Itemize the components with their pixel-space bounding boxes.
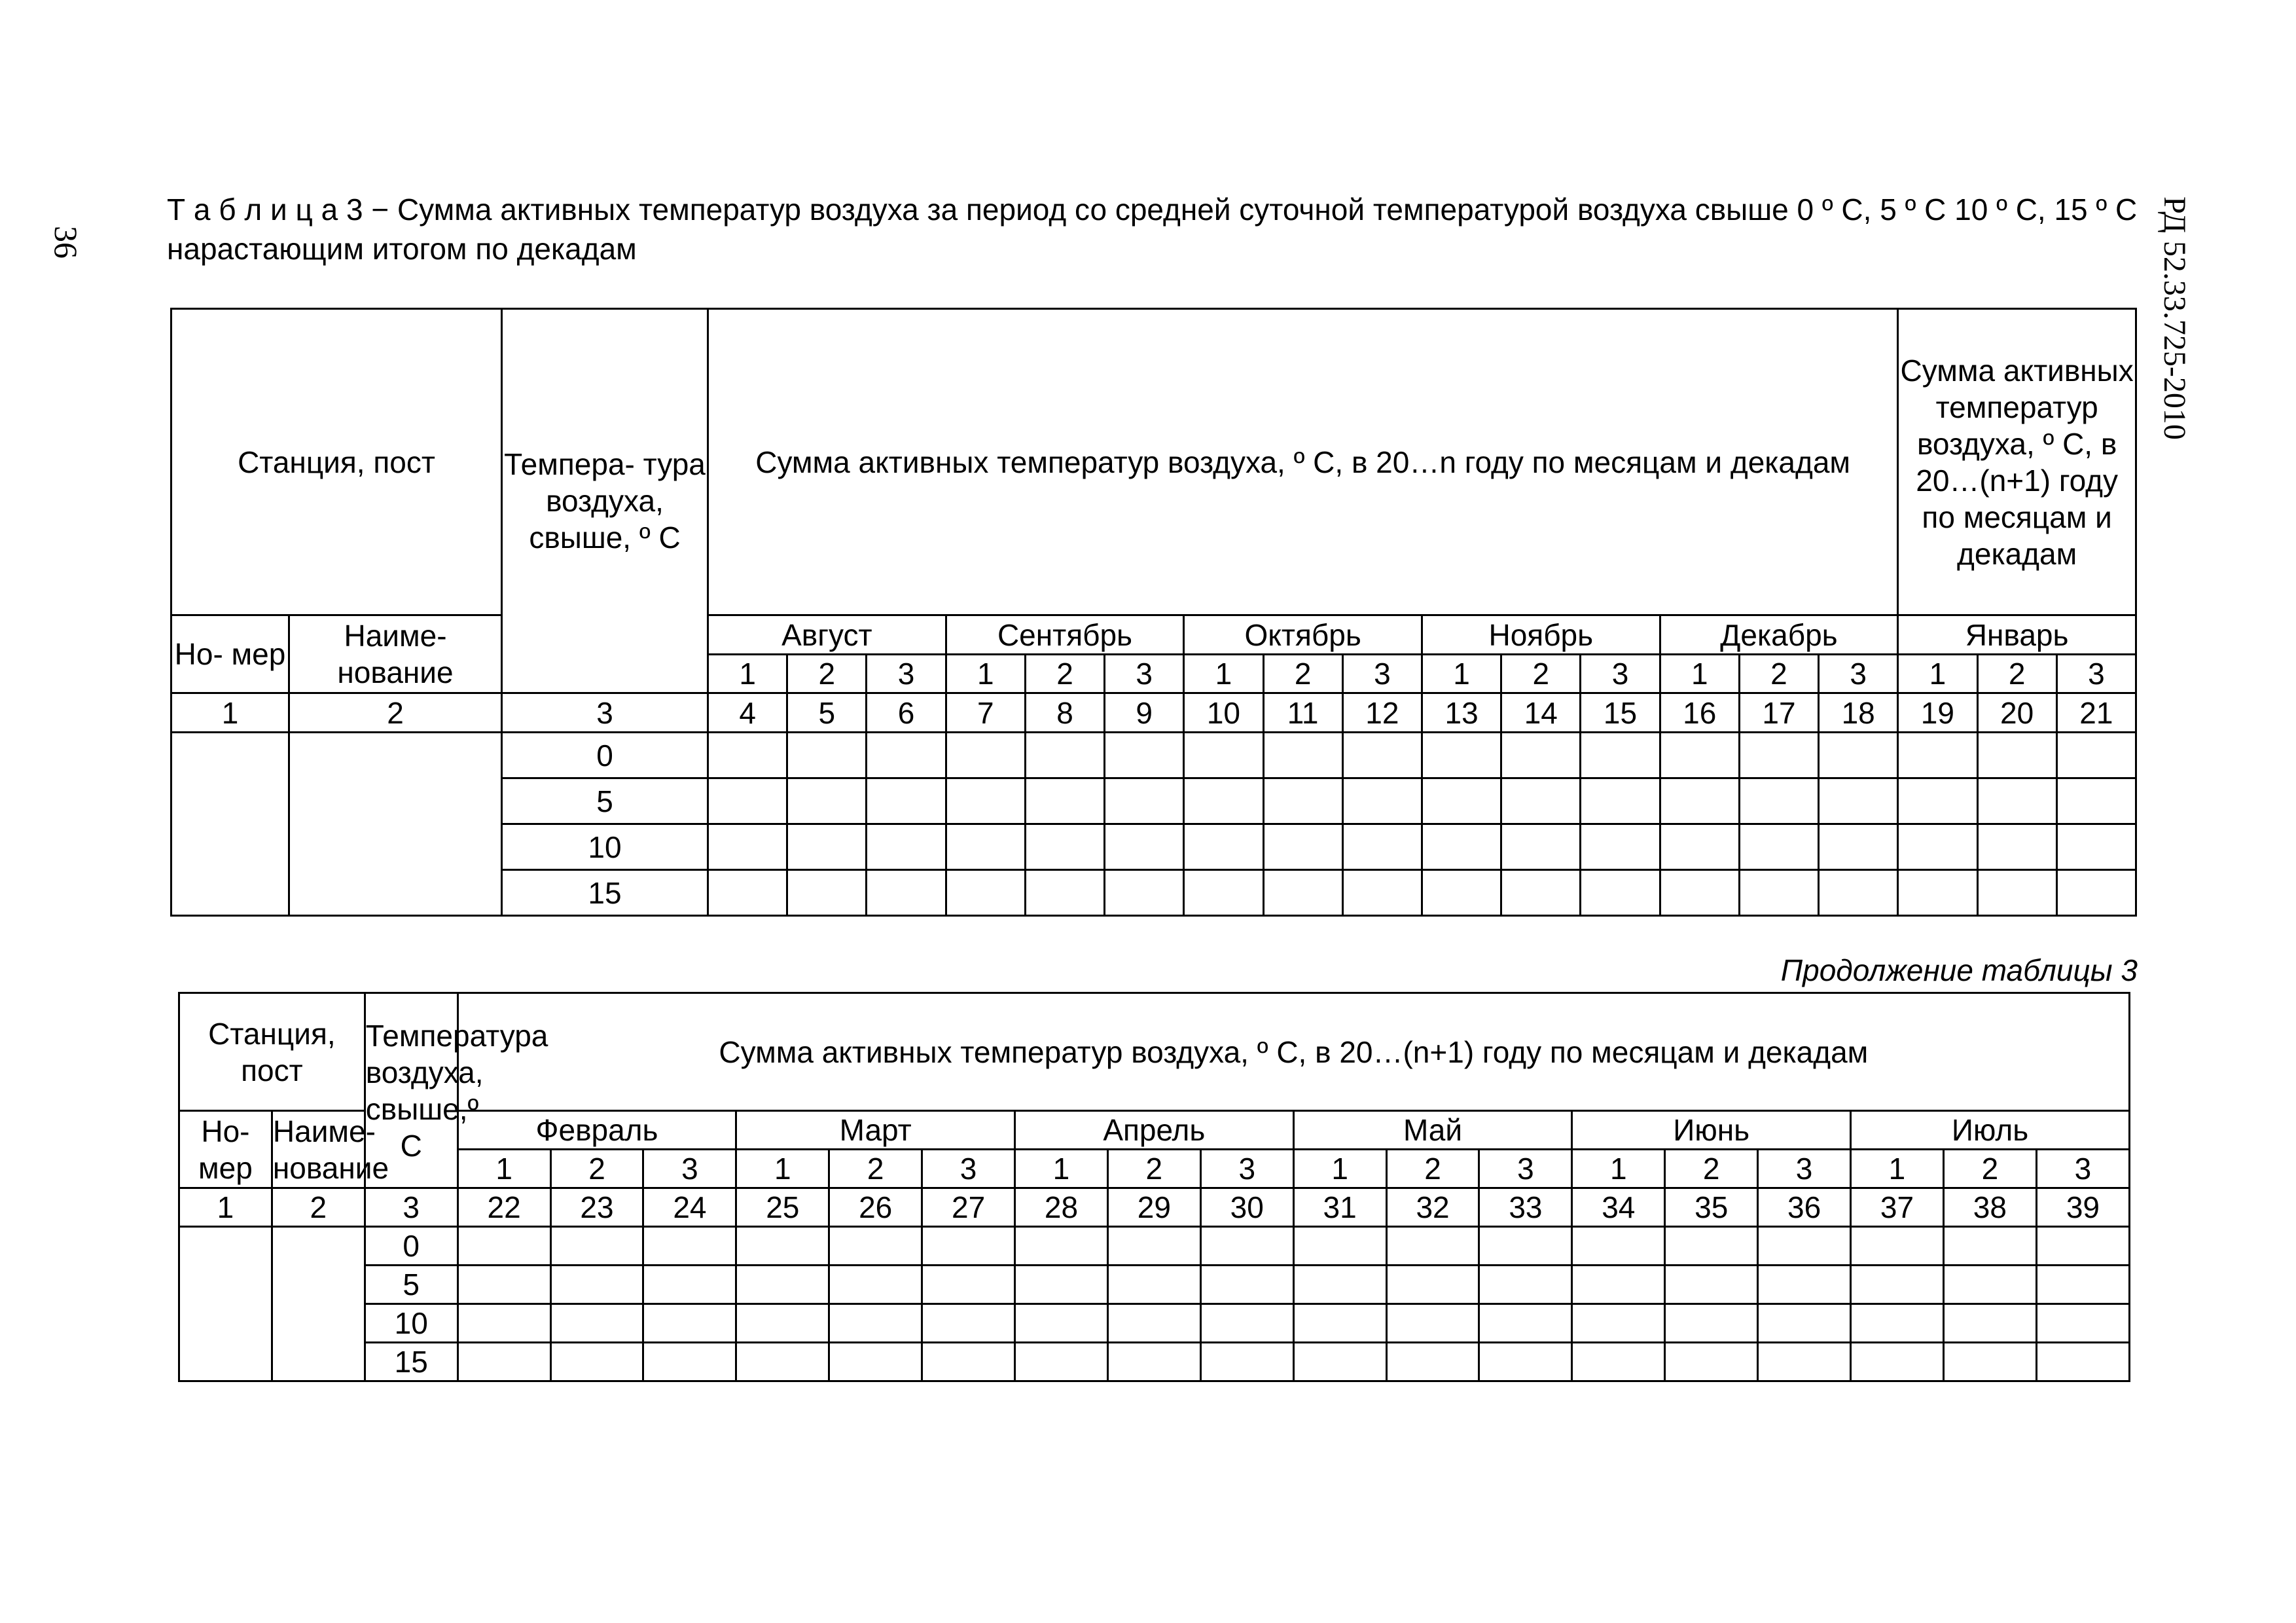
decade-header: 2 — [829, 1150, 922, 1188]
value-cell — [867, 778, 946, 824]
temperature-header: Темпера- тура воздуха, свыше, º С — [502, 309, 708, 693]
value-cell — [643, 1266, 736, 1304]
decade-header: 1 — [708, 655, 787, 693]
value-cell — [457, 1227, 550, 1266]
column-number: 9 — [1105, 693, 1184, 733]
decade-header: 3 — [867, 655, 946, 693]
column-number: 29 — [1107, 1188, 1200, 1227]
value-cell — [1739, 870, 1818, 916]
value-cell — [708, 778, 787, 824]
value-cell — [1422, 778, 1501, 824]
table-3-part-1 — [170, 308, 2137, 917]
decade-header: 1 — [946, 655, 1025, 693]
column-number: 35 — [1665, 1188, 1758, 1227]
value-cell — [643, 1304, 736, 1343]
value-cell — [1851, 1227, 1944, 1266]
decade-header: 3 — [643, 1150, 736, 1188]
column-number: 27 — [922, 1188, 1015, 1227]
value-cell — [1479, 1227, 1572, 1266]
value-cell — [1105, 733, 1184, 778]
value-cell — [1107, 1343, 1200, 1381]
value-cell — [829, 1304, 922, 1343]
value-cell — [1342, 824, 1422, 870]
value-cell — [1263, 733, 1342, 778]
sum-n-header: Сумма активных температур воздуха, º С, в 20…n году по месяцам и декадам — [708, 309, 1898, 615]
station-number-cell — [171, 733, 289, 916]
column-number: 39 — [2036, 1188, 2129, 1227]
decade-header: 2 — [1263, 655, 1342, 693]
value-cell — [1665, 1343, 1758, 1381]
value-cell — [946, 824, 1025, 870]
value-cell — [2036, 1304, 2129, 1343]
station-header: Станция, пост — [179, 993, 365, 1111]
column-number: 2 — [272, 1188, 365, 1227]
temperature-header: Температура воздуха, свыше,º С — [365, 993, 457, 1188]
sum-n1-header: Сумма активных температур воздуха, º С, в 20…(n+1) году по месяцам и декадам — [457, 993, 2129, 1111]
value-cell — [457, 1343, 550, 1381]
value-cell — [829, 1343, 922, 1381]
month-header: Март — [736, 1111, 1015, 1150]
value-cell — [736, 1266, 829, 1304]
value-cell — [787, 733, 867, 778]
decade-header: 2 — [1107, 1150, 1200, 1188]
value-cell — [1479, 1343, 1572, 1381]
value-cell — [1943, 1304, 2036, 1343]
value-cell — [1581, 870, 1660, 916]
value-cell — [1025, 733, 1104, 778]
value-cell — [1386, 1304, 1479, 1343]
value-cell — [1739, 778, 1818, 824]
threshold-cell: 0 — [365, 1227, 457, 1266]
decade-header: 2 — [787, 655, 867, 693]
threshold-cell: 10 — [365, 1304, 457, 1343]
column-number: 21 — [2056, 693, 2136, 733]
value-cell — [867, 824, 946, 870]
value-cell — [2036, 1227, 2129, 1266]
decade-header: 2 — [1943, 1150, 2036, 1188]
column-number: 7 — [946, 693, 1025, 733]
value-cell — [708, 870, 787, 916]
value-cell — [1572, 1266, 1665, 1304]
value-cell — [457, 1266, 550, 1304]
value-cell — [1015, 1266, 1108, 1304]
column-number: 37 — [1851, 1188, 1944, 1227]
decade-header: 2 — [1501, 655, 1581, 693]
value-cell — [1501, 824, 1581, 870]
decade-header: 1 — [1015, 1150, 1108, 1188]
value-cell — [922, 1304, 1015, 1343]
value-cell — [1200, 1343, 1293, 1381]
value-cell — [1342, 733, 1422, 778]
value-cell — [1660, 824, 1739, 870]
value-cell — [1572, 1343, 1665, 1381]
value-cell — [946, 778, 1025, 824]
value-cell — [922, 1266, 1015, 1304]
decade-header: 3 — [1200, 1150, 1293, 1188]
column-number: 12 — [1342, 693, 1422, 733]
decade-header: 2 — [1739, 655, 1818, 693]
column-number: 13 — [1422, 693, 1501, 733]
value-cell — [1819, 733, 1898, 778]
decade-header: 3 — [1758, 1150, 1851, 1188]
column-number: 6 — [867, 693, 946, 733]
decade-header: 3 — [1581, 655, 1660, 693]
station-name-cell — [272, 1227, 365, 1381]
value-cell — [1819, 870, 1898, 916]
value-cell — [946, 870, 1025, 916]
column-number: 38 — [1943, 1188, 2036, 1227]
value-cell — [1263, 870, 1342, 916]
value-cell — [550, 1343, 643, 1381]
value-cell — [1025, 824, 1104, 870]
value-cell — [1977, 778, 2056, 824]
value-cell — [2036, 1266, 2129, 1304]
value-cell — [1386, 1227, 1479, 1266]
value-cell — [736, 1304, 829, 1343]
column-number: 1 — [179, 1188, 272, 1227]
value-cell — [1293, 1343, 1386, 1381]
value-cell — [1572, 1227, 1665, 1266]
station-header: Станция, пост — [171, 309, 502, 615]
month-header: Июль — [1851, 1111, 2130, 1150]
value-cell — [1943, 1266, 2036, 1304]
value-cell — [1184, 778, 1263, 824]
value-cell — [1581, 824, 1660, 870]
document-code: РД 52.33.725-2010 — [2157, 196, 2192, 440]
decade-header: 2 — [1025, 655, 1104, 693]
decade-header: 1 — [1184, 655, 1263, 693]
name-header: Наиме- нование — [289, 615, 502, 693]
value-cell — [2056, 778, 2136, 824]
decade-header: 2 — [1386, 1150, 1479, 1188]
value-cell — [829, 1266, 922, 1304]
value-cell — [1422, 824, 1501, 870]
value-cell — [2056, 824, 2136, 870]
threshold-cell: 10 — [502, 824, 708, 870]
value-cell — [1200, 1266, 1293, 1304]
value-cell — [1977, 824, 2056, 870]
value-cell — [1422, 733, 1501, 778]
value-cell — [1851, 1266, 1944, 1304]
value-cell — [1200, 1227, 1293, 1266]
decade-header: 1 — [1851, 1150, 1944, 1188]
column-number: 10 — [1184, 693, 1263, 733]
value-cell — [1263, 778, 1342, 824]
value-cell — [1107, 1227, 1200, 1266]
value-cell — [1025, 778, 1104, 824]
value-cell — [1422, 870, 1501, 916]
column-number: 33 — [1479, 1188, 1572, 1227]
value-cell — [1977, 870, 2056, 916]
value-cell — [1386, 1266, 1479, 1304]
value-cell — [1184, 824, 1263, 870]
column-number: 34 — [1572, 1188, 1665, 1227]
value-cell — [1501, 870, 1581, 916]
value-cell — [708, 824, 787, 870]
value-cell — [1851, 1343, 1944, 1381]
threshold-cell: 5 — [502, 778, 708, 824]
value-cell — [2056, 870, 2136, 916]
value-cell — [1758, 1343, 1851, 1381]
column-number: 22 — [457, 1188, 550, 1227]
value-cell — [1665, 1266, 1758, 1304]
decade-header: 1 — [1422, 655, 1501, 693]
value-cell — [1758, 1266, 1851, 1304]
value-cell — [1479, 1304, 1572, 1343]
decade-header: 1 — [1898, 655, 1977, 693]
column-number: 20 — [1977, 693, 2056, 733]
value-cell — [1263, 824, 1342, 870]
table-3-part-2 — [178, 992, 2130, 1382]
sum-n1-header: Сумма активных температур воздуха, º С, в 20…(n+1) году по месяцам и декадам — [1898, 309, 2136, 615]
value-cell — [1739, 733, 1818, 778]
value-cell — [736, 1343, 829, 1381]
column-number: 4 — [708, 693, 787, 733]
month-header: Февраль — [457, 1111, 736, 1150]
month-header: Апрель — [1015, 1111, 1294, 1150]
value-cell — [1015, 1304, 1108, 1343]
value-cell — [1943, 1343, 2036, 1381]
value-cell — [550, 1227, 643, 1266]
value-cell — [867, 870, 946, 916]
decade-header: 3 — [1342, 655, 1422, 693]
value-cell — [1107, 1304, 1200, 1343]
value-cell — [2036, 1343, 2129, 1381]
column-number: 3 — [502, 693, 708, 733]
column-number: 25 — [736, 1188, 829, 1227]
value-cell — [1501, 778, 1581, 824]
decade-header: 3 — [2056, 655, 2136, 693]
value-cell — [1977, 733, 2056, 778]
value-cell — [1581, 778, 1660, 824]
value-cell — [1501, 733, 1581, 778]
decade-header: 3 — [2036, 1150, 2129, 1188]
column-number: 18 — [1819, 693, 1898, 733]
value-cell — [1293, 1304, 1386, 1343]
month-header: Май — [1293, 1111, 1572, 1150]
value-cell — [1943, 1227, 2036, 1266]
station-number-cell — [179, 1227, 272, 1381]
column-number: 30 — [1200, 1188, 1293, 1227]
number-header: Но- мер — [179, 1111, 272, 1188]
value-cell — [1660, 778, 1739, 824]
value-cell — [1107, 1266, 1200, 1304]
value-cell — [643, 1227, 736, 1266]
decade-header: 3 — [1105, 655, 1184, 693]
value-cell — [1898, 870, 1977, 916]
decade-header: 3 — [1819, 655, 1898, 693]
decade-header: 1 — [1293, 1150, 1386, 1188]
column-number: 19 — [1898, 693, 1977, 733]
value-cell — [787, 824, 867, 870]
value-cell — [1851, 1304, 1944, 1343]
column-number: 15 — [1581, 693, 1660, 733]
value-cell — [1660, 870, 1739, 916]
threshold-cell: 15 — [365, 1343, 457, 1381]
column-number: 11 — [1263, 693, 1342, 733]
value-cell — [1660, 733, 1739, 778]
value-cell — [787, 778, 867, 824]
column-number: 17 — [1739, 693, 1818, 733]
column-number: 26 — [829, 1188, 922, 1227]
value-cell — [1572, 1304, 1665, 1343]
column-number: 16 — [1660, 693, 1739, 733]
value-cell — [1105, 870, 1184, 916]
column-number: 24 — [643, 1188, 736, 1227]
month-header: Сентябрь — [946, 615, 1184, 655]
station-name-cell — [289, 733, 502, 916]
decade-header: 2 — [1665, 1150, 1758, 1188]
value-cell — [946, 733, 1025, 778]
value-cell — [736, 1227, 829, 1266]
value-cell — [922, 1227, 1015, 1266]
column-number: 31 — [1293, 1188, 1386, 1227]
value-cell — [867, 733, 946, 778]
value-cell — [1665, 1304, 1758, 1343]
value-cell — [1739, 824, 1818, 870]
value-cell — [1581, 733, 1660, 778]
column-number: 5 — [787, 693, 867, 733]
column-number: 3 — [365, 1188, 457, 1227]
decade-header: 3 — [922, 1150, 1015, 1188]
value-cell — [550, 1266, 643, 1304]
column-number: 32 — [1386, 1188, 1479, 1227]
value-cell — [1479, 1266, 1572, 1304]
column-number: 2 — [289, 693, 502, 733]
month-header: Июнь — [1572, 1111, 1851, 1150]
value-cell — [1025, 870, 1104, 916]
number-header: Но- мер — [171, 615, 289, 693]
value-cell — [787, 870, 867, 916]
value-cell — [2056, 733, 2136, 778]
value-cell — [1184, 733, 1263, 778]
value-cell — [1386, 1343, 1479, 1381]
value-cell — [1105, 778, 1184, 824]
decade-header: 1 — [1572, 1150, 1665, 1188]
decade-header: 2 — [550, 1150, 643, 1188]
column-number: 14 — [1501, 693, 1581, 733]
decade-header: 1 — [736, 1150, 829, 1188]
value-cell — [1342, 870, 1422, 916]
column-number: 28 — [1015, 1188, 1108, 1227]
value-cell — [1819, 824, 1898, 870]
value-cell — [1898, 778, 1977, 824]
value-cell — [922, 1343, 1015, 1381]
column-number: 23 — [550, 1188, 643, 1227]
value-cell — [1015, 1343, 1108, 1381]
value-cell — [1758, 1227, 1851, 1266]
value-cell — [1015, 1227, 1108, 1266]
column-number: 1 — [171, 693, 289, 733]
month-header: Декабрь — [1660, 615, 1898, 655]
month-header: Ноябрь — [1422, 615, 1660, 655]
decade-header: 3 — [1479, 1150, 1572, 1188]
continuation-label: Продолжение таблицы 3 — [1780, 953, 2138, 987]
value-cell — [1342, 778, 1422, 824]
threshold-cell: 0 — [502, 733, 708, 778]
value-cell — [1758, 1304, 1851, 1343]
month-header: Октябрь — [1184, 615, 1422, 655]
value-cell — [1293, 1266, 1386, 1304]
month-header: Январь — [1898, 615, 2136, 655]
month-header: Август — [708, 615, 946, 655]
threshold-cell: 15 — [502, 870, 708, 916]
value-cell — [1184, 870, 1263, 916]
page-number: 36 — [48, 226, 84, 259]
value-cell — [1200, 1304, 1293, 1343]
value-cell — [643, 1343, 736, 1381]
value-cell — [550, 1304, 643, 1343]
value-cell — [708, 733, 787, 778]
value-cell — [457, 1304, 550, 1343]
value-cell — [1819, 778, 1898, 824]
value-cell — [1105, 824, 1184, 870]
threshold-cell: 5 — [365, 1266, 457, 1304]
value-cell — [829, 1227, 922, 1266]
value-cell — [1665, 1227, 1758, 1266]
decade-header: 1 — [1660, 655, 1739, 693]
column-number: 8 — [1025, 693, 1104, 733]
value-cell — [1293, 1227, 1386, 1266]
column-number: 36 — [1758, 1188, 1851, 1227]
value-cell — [1898, 733, 1977, 778]
value-cell — [1898, 824, 1977, 870]
decade-header: 2 — [1977, 655, 2056, 693]
table-caption: Т а б л и ц а 3 − Сумма активных температур воздуха за период со средней суточной температурой воздуха свыше 0 º С, 5 º С 10 º С, 15 º С нарастающим итогом по декадам — [167, 192, 2138, 266]
decade-header: 1 — [457, 1150, 550, 1188]
name-header: Наиме- нование — [272, 1111, 365, 1188]
